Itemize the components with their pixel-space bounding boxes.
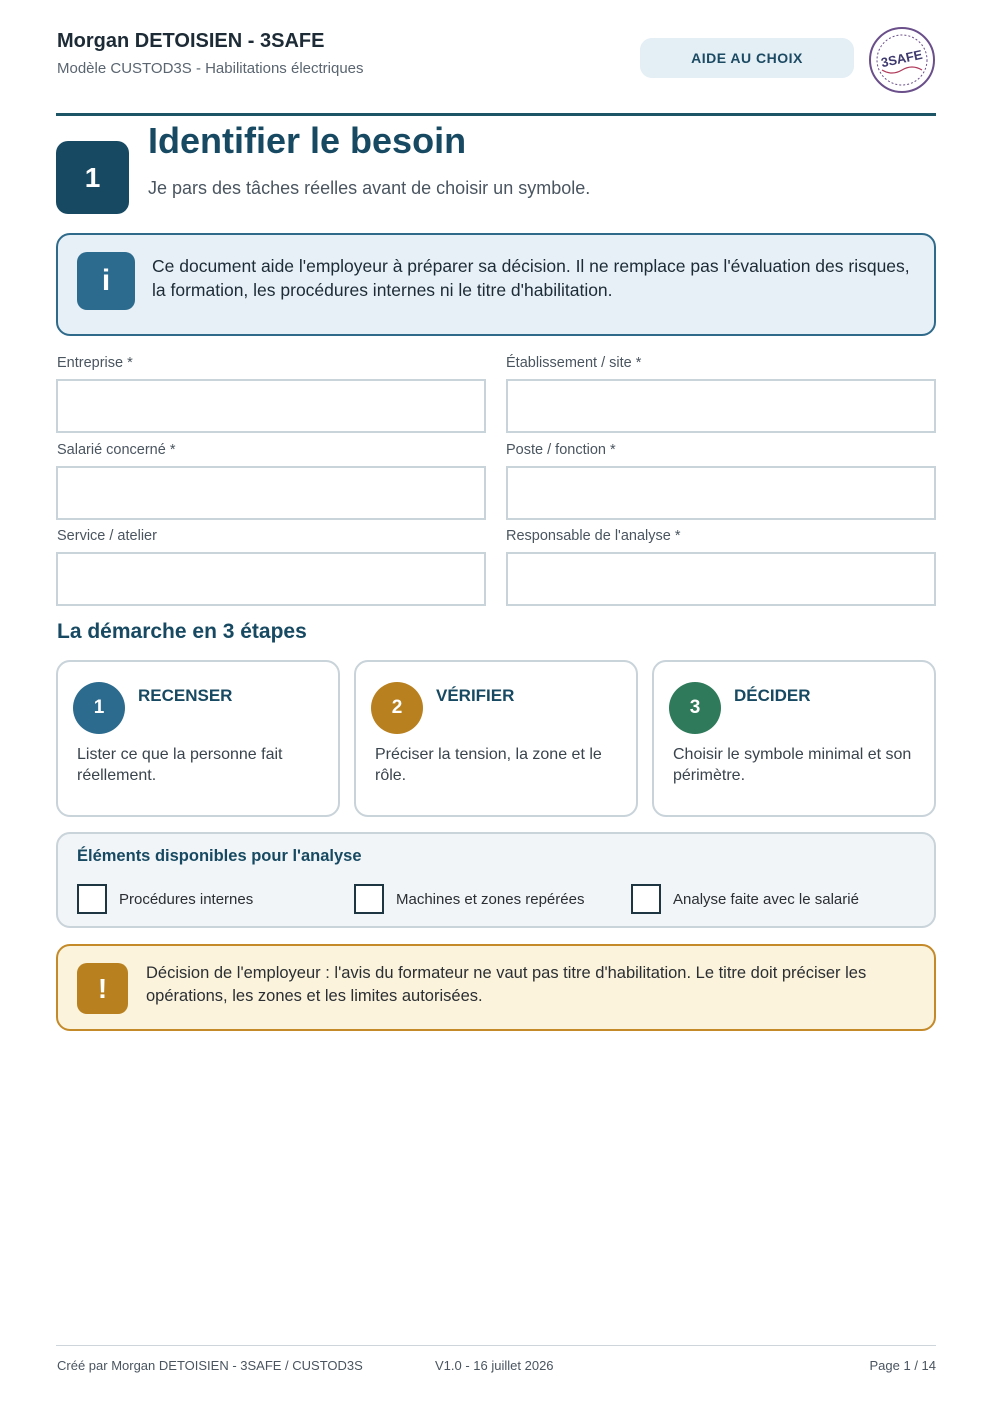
info-icon: i xyxy=(77,252,135,310)
step-description: Préciser la tension, la zone et le rôle. xyxy=(375,746,602,784)
etablissement-label: Établissement / site * xyxy=(506,355,642,371)
svg-text:3SAFE: 3SAFE xyxy=(879,46,924,71)
checkbox[interactable] xyxy=(354,884,384,914)
header-author: Morgan DETOISIEN - 3SAFE xyxy=(57,30,325,52)
service-field[interactable] xyxy=(56,552,486,606)
checklist-item[interactable] xyxy=(631,884,859,914)
checklist-item-label: Procédures internes xyxy=(119,890,254,908)
header-model: Modèle CUSTOD3S - Habilitations électriques xyxy=(57,60,364,77)
info-callout xyxy=(56,233,936,336)
warning-callout xyxy=(56,944,936,1031)
step-number-1: 1 xyxy=(73,682,125,734)
responsable-label: Responsable de l'analyse * xyxy=(506,528,681,544)
footer-version: V1.0 - 16 juillet 2026 xyxy=(435,1358,554,1373)
step-number-3: 3 xyxy=(669,682,721,734)
step-card-verifier xyxy=(354,660,638,817)
step-card-decider xyxy=(652,660,936,817)
salarie-label: Salarié concerné * xyxy=(57,442,176,458)
checklist-item[interactable] xyxy=(77,884,253,914)
step-description: Choisir le symbole minimal et son périmètre. xyxy=(673,746,912,784)
footer-created-by: Créé par Morgan DETOISIEN - 3SAFE / CUSTOD3S xyxy=(57,1358,363,1373)
footer-page-number: Page 1 / 14 xyxy=(869,1358,936,1373)
info-text: Ce document aide l'employeur à préparer sa décision. Il ne remplace pas l'évaluation des risques, la formation, les procédures internes ni le titre d'habilitation. xyxy=(152,256,910,300)
header-divider xyxy=(56,113,936,116)
salarie-field[interactable] xyxy=(56,466,486,520)
step-description: Lister ce que la personne fait réellement. xyxy=(77,746,283,784)
responsable-field[interactable] xyxy=(506,552,936,606)
section-number-badge: 1 xyxy=(56,141,129,214)
step-heading: DÉCIDER xyxy=(734,686,811,705)
checklist-panel xyxy=(56,832,936,928)
section-title: Identifier le besoin xyxy=(148,120,467,161)
checklist-item-label: Analyse faite avec le salarié xyxy=(673,890,859,908)
3safe-seal-logo xyxy=(868,26,936,94)
checklist-item-label: Machines et zones repérées xyxy=(396,890,585,908)
service-label: Service / atelier xyxy=(57,528,157,544)
checklist-title: Éléments disponibles pour l'analyse xyxy=(77,847,362,865)
poste-field[interactable] xyxy=(506,466,936,520)
warning-icon: ! xyxy=(77,963,128,1014)
step-heading: RECENSER xyxy=(138,686,233,705)
etablissement-field[interactable] xyxy=(506,379,936,433)
checklist-item[interactable] xyxy=(354,884,584,914)
aide-au-choix-badge: AIDE AU CHOIX xyxy=(640,38,854,78)
checkbox[interactable] xyxy=(77,884,107,914)
checkbox[interactable] xyxy=(631,884,661,914)
warning-text: Décision de l'employeur : l'avis du formateur ne vaut pas titre d'habilitation. Le titre doit préciser les opérations, les zones et les limites autorisées. xyxy=(146,964,867,1005)
section-subtitle: Je pars des tâches réelles avant de choisir un symbole. xyxy=(148,178,591,198)
poste-label: Poste / fonction * xyxy=(506,442,616,458)
steps-title: La démarche en 3 étapes xyxy=(57,620,307,643)
step-card-recenser xyxy=(56,660,340,817)
footer-divider xyxy=(56,1345,936,1346)
step-number-2: 2 xyxy=(371,682,423,734)
entreprise-field[interactable] xyxy=(56,379,486,433)
entreprise-label: Entreprise * xyxy=(57,355,133,371)
step-heading: VÉRIFIER xyxy=(436,686,515,705)
